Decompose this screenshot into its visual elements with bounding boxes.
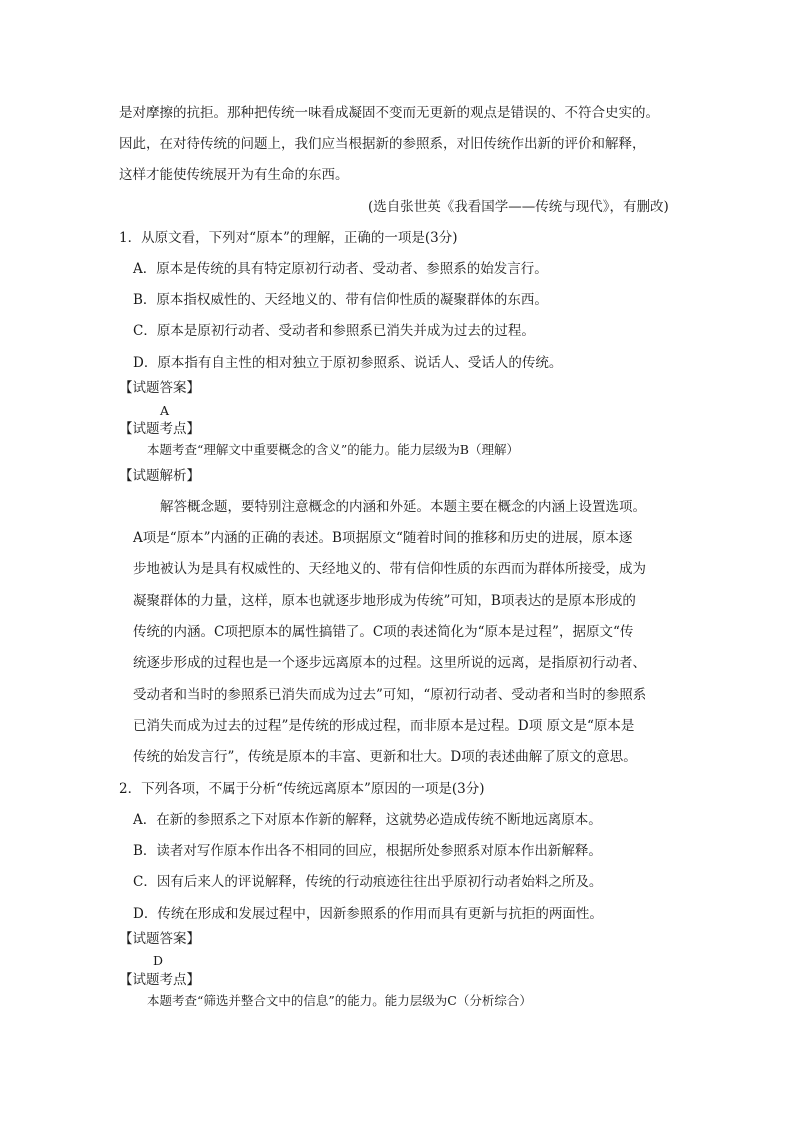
q2-answer: D — [153, 953, 164, 968]
q1-point-header: 【试题考点】 — [119, 421, 200, 437]
q2-option-a: A．在新的参照系之下对原本作新的解释，这就势必造成传统不断地远离原本。 — [133, 812, 602, 828]
q1-analysis-line: 统逐步形成的过程也是一个逐步远离原本的过程。这里所说的远离，是指原初行动者、 — [133, 655, 646, 671]
q1-option-a: A．原本是传统的具有特定原初行动者、受动者、参照系的始发言行。 — [133, 261, 548, 277]
q1-analysis-line: 传统的始发言行”，传统是原本的丰富、更新和壮大。D项的表述曲解了原文的意思。 — [133, 749, 637, 765]
q2-answer-header: 【试题答案】 — [119, 931, 200, 947]
q1-stem: 1．从原文看，下列对“原本”的理解，正确的一项是(3分) — [119, 230, 458, 246]
q1-analysis-line: 凝聚群体的力量，这样，原本也就逐步地形成为传统”可知，B项表达的是原本形成的 — [133, 593, 636, 609]
q1-analysis-line: 受动者和当时的参照系已消失而成为过去”可知，“原初行动者、受动者和当时的参照系 — [133, 687, 647, 703]
passage-line: 这样才能使传统展开为有生命的东西。 — [119, 167, 349, 183]
q2-option-b: B．读者对写作原本作出各不相同的回应，根据所处参照系对原本作出新解释。 — [133, 843, 602, 859]
q2-point: 本题考查“筛选并整合文中的信息”的能力。能力层级为C（分析综合） — [147, 993, 532, 1008]
q1-analysis-line: 已消失而成为过去的过程”是传统的形成过程，而非原本是过程。D项 原文是“原本是 — [133, 718, 635, 734]
q1-point: 本题考查“理解文中重要概念的含义”的能力。能力层级为B（理解） — [147, 442, 519, 457]
q1-analysis-line: 步地被认为是具有权威性的、天经地义的、带有信仰性质的东西而为群体所接受，成为 — [133, 561, 646, 577]
q1-analysis-line: 传统的内涵。C项把原本的属性搞错了。C项的表述简化为“原本是过程”，据原文“传 — [133, 624, 634, 640]
q1-analysis-line: A项是“原本”内涵的正确的表述。B项据原文“随着时间的推移和历史的进展，原本逐 — [133, 530, 633, 546]
q2-point-header: 【试题考点】 — [119, 972, 200, 988]
passage-source: (选自张世英《我看国学——传统与现代》，有删改) — [368, 199, 669, 215]
q2-stem: 2．下列各项，不属于分析“传统远离原本”原因的一项是(3分) — [119, 781, 485, 797]
q1-analysis-header: 【试题解析】 — [119, 468, 200, 484]
q2-option-d: D．传统在形成和发展过程中，因新参照系的作用而具有更新与抗拒的两面性。 — [133, 906, 603, 922]
q1-option-c: C．原本是原初行动者、受动者和参照系已消失并成为过去的过程。 — [133, 323, 535, 339]
q1-option-b: B．原本指权威性的、天经地义的、带有信仰性质的凝聚群体的东西。 — [133, 292, 548, 308]
q2-option-c: C．因有后来人的评说解释，传统的行动痕迹往往出乎原初行动者始料之所及。 — [133, 874, 603, 890]
q1-option-d: D．原本指有自主性的相对独立于原初参照系、说话人、受话人的传统。 — [133, 355, 563, 371]
passage-line: 因此，在对待传统的问题上，我们应当根据新的参照系，对旧传统作出新的评价和解释， — [119, 136, 646, 152]
passage-line: 是对摩擦的抗拒。那种把传统一味看成凝固不变而无更新的观点是错误的、不符合史实的。 — [119, 105, 659, 121]
q1-answer: A — [160, 403, 170, 418]
q1-analysis-line: 解答概念题，要特别注意概念的内涵和外延。本题主要在概念的内涵上设置选项。 — [160, 499, 646, 515]
q1-answer-header: 【试题答案】 — [119, 380, 200, 396]
